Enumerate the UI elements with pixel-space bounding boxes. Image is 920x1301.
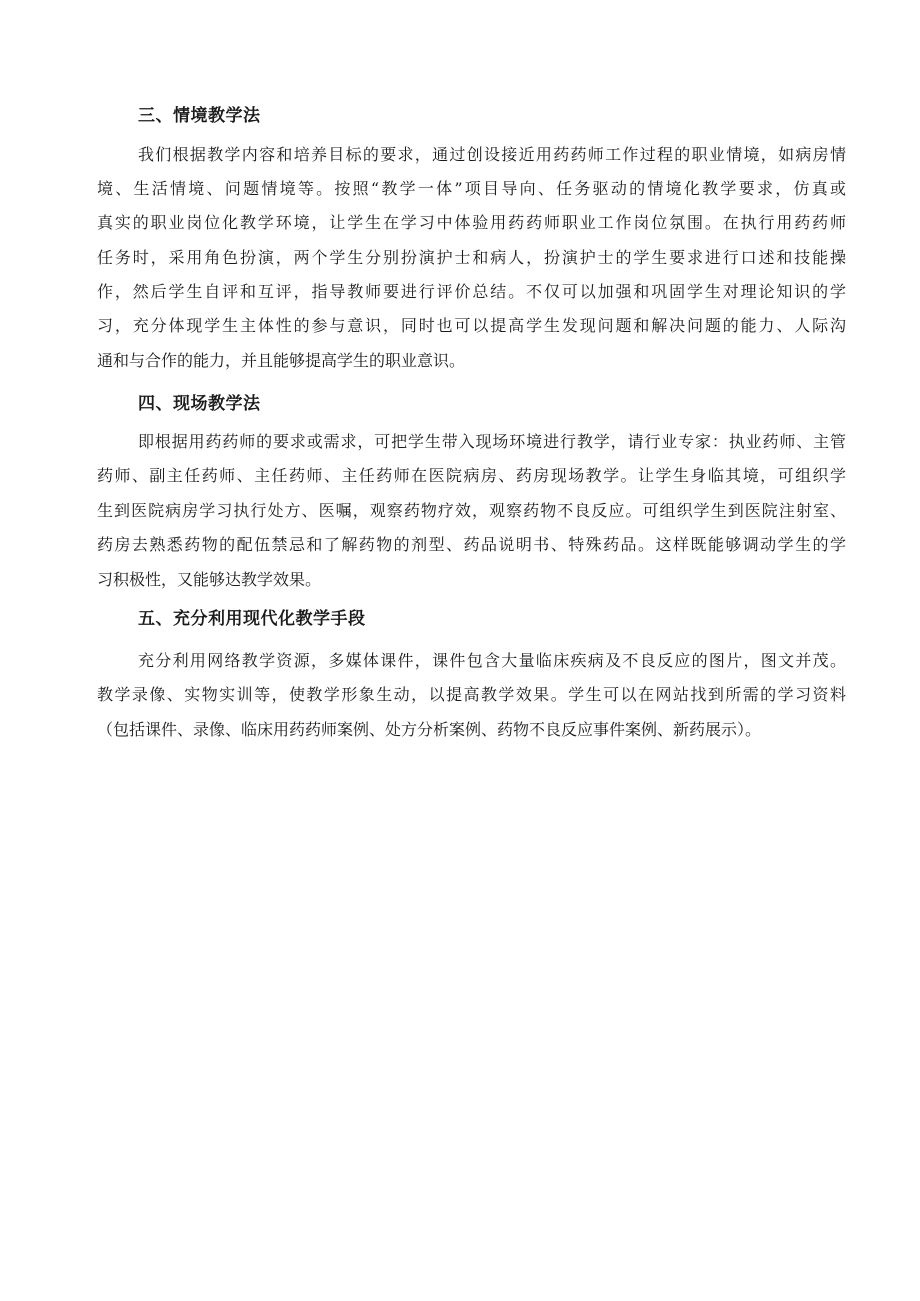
paragraph-line: 习积极性，又能够达教学效果。 bbox=[97, 570, 322, 589]
paragraph-line: 我们根据教学内容和培养目标的要求，通过创设接近用药药师工作过程的职业情境，如病房情 bbox=[138, 145, 846, 164]
section-heading: 四、现场教学法 bbox=[138, 394, 261, 414]
paragraph-line: 药师、副主任药师、主任药师、主任药师在医院病房、药房现场教学。让学生身临其境，可组织学 bbox=[97, 466, 846, 485]
section-heading: 五、充分利用现代化教学手段 bbox=[138, 609, 366, 629]
paragraph-line: 药房去熟悉药物的配伍禁忌和了解药物的剂型、药品说明书、特殊药品。这样既能够调动学生的学 bbox=[97, 535, 846, 554]
paragraph-line: 即根据用药药师的要求或需求，可把学生带入现场环境进行教学，请行业专家：执业药师、主管 bbox=[138, 432, 846, 451]
paragraph-line: 真实的职业岗位化教学环境，让学生在学习中体验用药药师职业工作岗位氛围。在执行用药药师 bbox=[97, 213, 846, 232]
paragraph-line: 任务时，采用角色扮演，两个学生分别扮演护士和病人，扮演护士的学生要求进行口述和技能操 bbox=[97, 248, 846, 267]
section-heading: 三、情境教学法 bbox=[138, 106, 261, 126]
paragraph-line: （包括课件、录像、临床用药药师案例、处方分析案例、药物不良反应事件案例、新药展示）。 bbox=[97, 720, 762, 739]
paragraph-line: 境、生活情境、问题情境等。按照“教学一体”项目导向、任务驱动的情境化教学要求，仿真或 bbox=[97, 179, 846, 198]
paragraph-line: 充分利用网络教学资源，多媒体课件，课件包含大量临床疾病及不良反应的图片，图文并茂。 bbox=[138, 651, 846, 670]
paragraph-line: 作，然后学生自评和互评，指导教师要进行评价总结。不仅可以加强和巩固学生对理论知识的学 bbox=[97, 282, 846, 301]
paragraph-line: 习，充分体现学生主体性的参与意识，同时也可以提高学生发现问题和解决问题的能力、人际沟 bbox=[97, 316, 846, 335]
paragraph-line: 教学录像、实物实训等，使教学形象生动，以提高教学效果。学生可以在网站找到所需的学习资料 bbox=[97, 685, 846, 704]
paragraph-line: 通和与合作的能力，并且能够提高学生的职业意识。 bbox=[97, 351, 466, 370]
paragraph-line: 生到医院病房学习执行处方、医嘱，观察药物疗效，观察药物不良反应。可组织学生到医院注射室、 bbox=[97, 501, 846, 520]
